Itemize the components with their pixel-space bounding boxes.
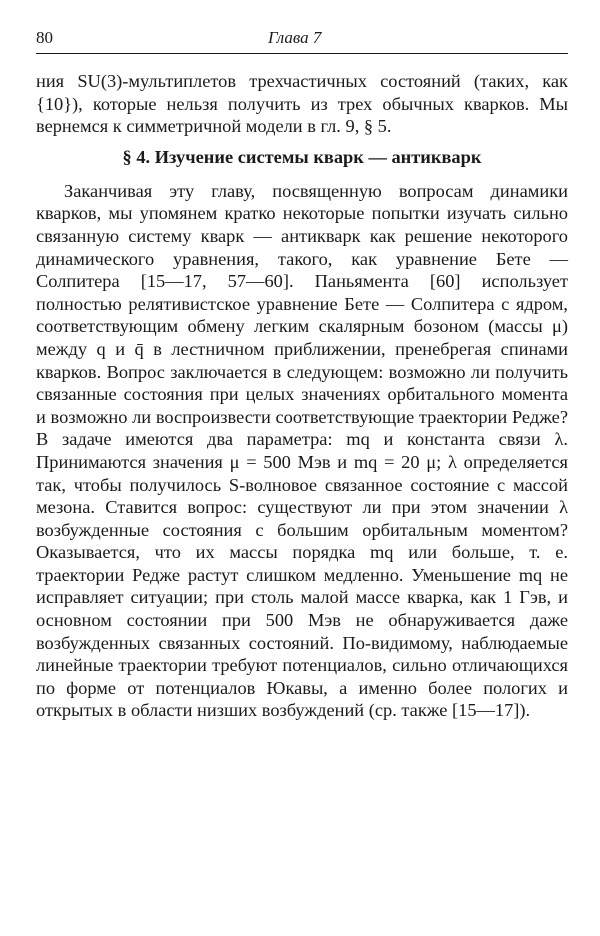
page-body (36, 70, 568, 722)
running-head: Глава 7 (268, 28, 322, 47)
page-header (36, 28, 568, 50)
section-heading: § 4. Изучение системы кварк — антикварк (122, 146, 482, 167)
page-number: 80 (36, 28, 53, 47)
book-page (36, 28, 568, 721)
main-paragraph: Заканчивая эту главу, посвященную вопросам динамики кварков, мы упомянем кратко некоторые попытки изучать сильно связанную систему кварк — антикварк как решение некоторого динамического уравнения, такого, как уравнение Бете — Солпитера [15—17, 57—60]. Паньямента [60] использует полностью релятивистское уравнение Бете — Солпитера с ядром, соответствующим обмену легким скалярным бозоном (массы μ) между q и q̄ в лестничном приближении, пренебрегая спинами кварков. Вопрос заключается в следующем: возможно ли получить связанные состояния при целых значениях орбитального момента и возможно ли воспроизвести соответствующие траектории Редже? В задаче имеются два параметра: mq и константа связи λ. Принимаются значения μ = 500 Мэв и mq = 20 μ; λ определяется так, чтобы получилось S-волновое связанное состояние с массой мезона. Ставится вопрос: существуют ли при этом значении λ возбужденные состояния с большим орбитальным моментом? Оказывается, что их массы порядка mq или больше, т. е. траектории Редже растут слишком медленно. Уменьшение mq не исправляет ситуации; при столь малой массе кварка, как 1 Гэв, и основном состоянии при 500 Мэв не обнаруживается даже возбужденных связанных состояний. По-видимому, наблюдаемые линейные траектории требуют потенциалов, сильно отличающихся по форме от потенциалов Юкавы, а именно более пологих и открытых в области низших возбуждений (ср. также [15—17]). (36, 180, 568, 721)
header-rule (36, 53, 568, 54)
continuation-paragraph: ния SU(3)-мультиплетов трехчастичных состояний (таких, как {10}), которые нельзя получить из трех обычных кварков. Мы вернемся к симметричной модели в гл. 9, § 5. (36, 71, 568, 137)
